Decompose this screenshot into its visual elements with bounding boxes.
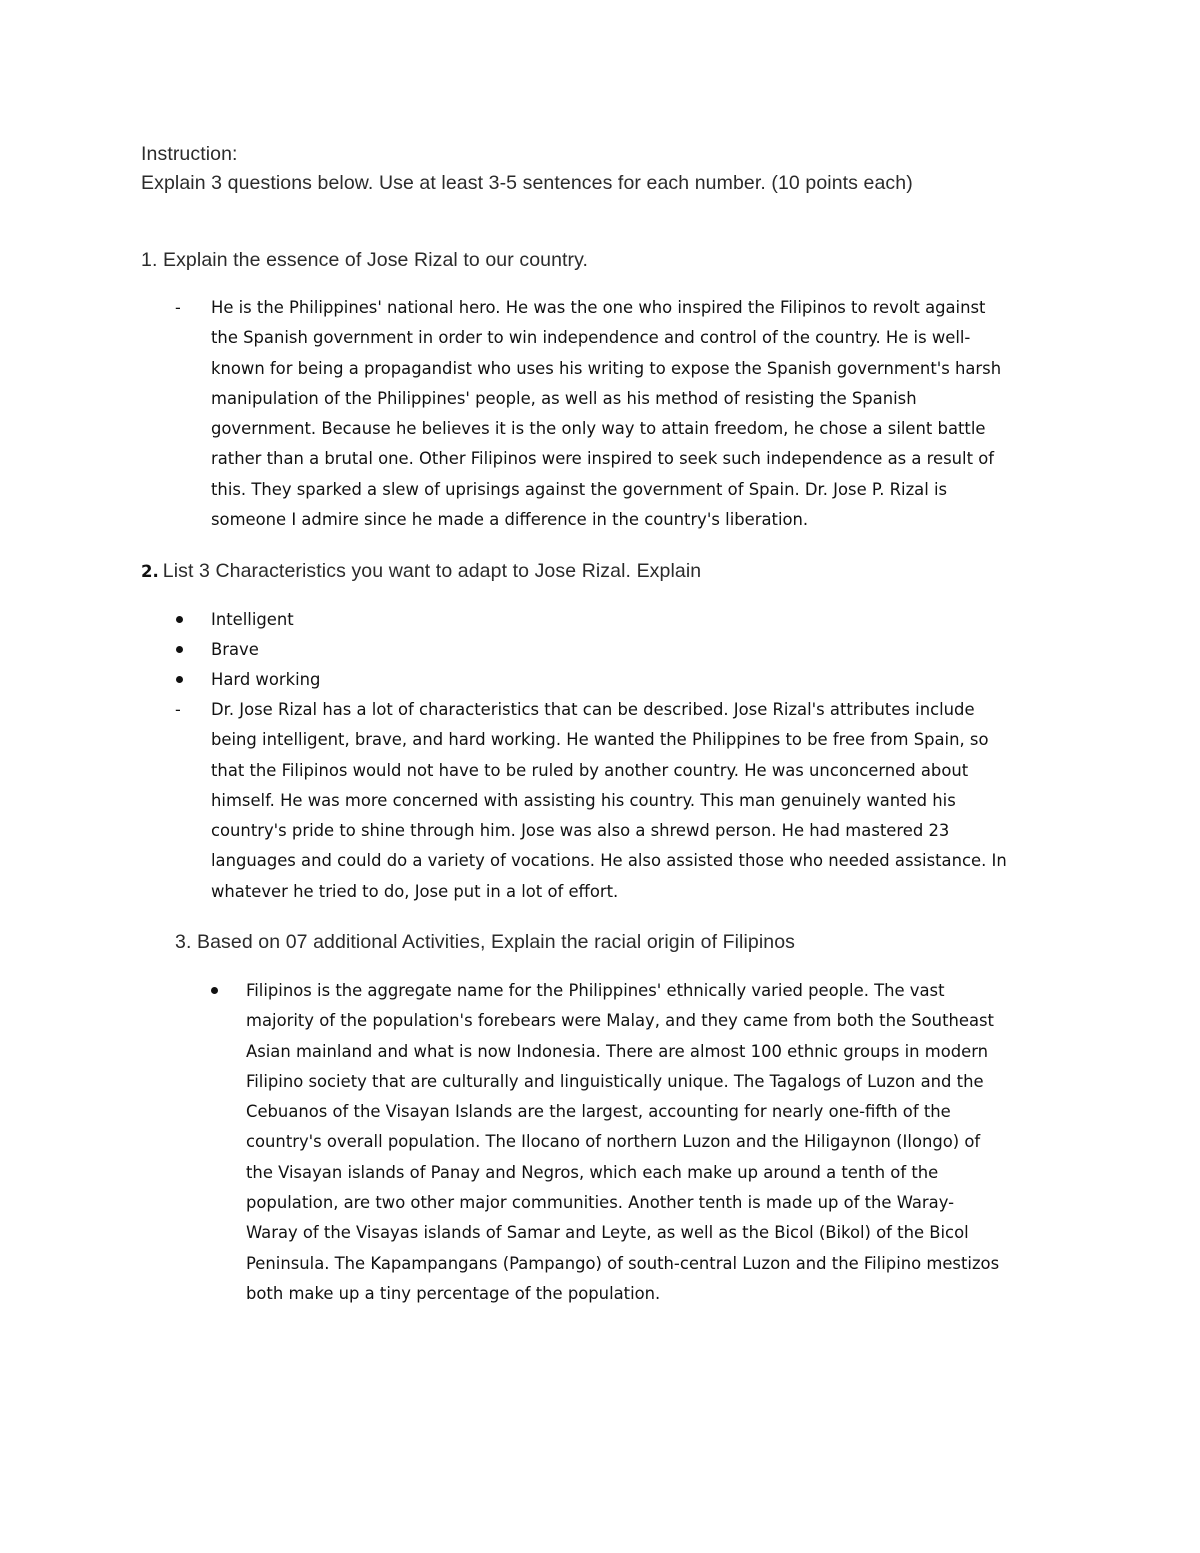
characteristic-item: Hard working xyxy=(211,670,321,689)
bullet-icon xyxy=(176,616,183,623)
answer-line: languages and could do a variety of vocations. He also assisted those who needed assistance. In xyxy=(211,851,1007,871)
answer-line: Waray of the Visayas islands of Samar and Leyte, as well as the Bicol (Bikol) of the Bicol xyxy=(246,1223,969,1243)
answer-line: whatever he tried to do, Jose put in a lot of effort. xyxy=(211,881,619,901)
characteristic-item: Intelligent xyxy=(211,610,294,629)
answer-line: the Visayan islands of Panay and Negros, which each make up around a tenth of the xyxy=(246,1162,939,1182)
answer-1 xyxy=(211,293,1001,535)
bullet-icon xyxy=(176,676,183,683)
answer-line: Dr. Jose Rizal has a lot of characteristics that can be described. Jose Rizal's attributes include xyxy=(211,700,975,719)
answer-2 xyxy=(211,695,1007,907)
answer-line: this. They sparked a slew of uprisings against the government of Spain. Dr. Jose P. Rizal is xyxy=(211,479,948,499)
answer-line: country's pride to shine through him. Jose was also a shrewd person. He had mastered 23 xyxy=(211,821,950,841)
dash-marker: - xyxy=(175,700,181,719)
answer-line: Filipino society that are culturally and linguistically unique. The Tagalogs of Luzon and the xyxy=(246,1071,984,1091)
bullet-icon xyxy=(176,646,183,653)
instruction-label: Instruction: xyxy=(141,143,238,165)
question-2-number: 2. xyxy=(141,562,159,581)
question-2 xyxy=(141,560,701,583)
instruction-text: Explain 3 questions below. Use at least 3-5 sentences for each number. (10 points each) xyxy=(141,172,913,194)
answer-line: majority of the population's forebears were Malay, and they came from both the Southeast xyxy=(246,1011,994,1031)
answer-line: manipulation of the Philippines' people, as well as his method of resisting the Spanish xyxy=(211,388,917,408)
answer-3 xyxy=(246,976,999,1309)
question-2-text: List 3 Characteristics you want to adapt to Jose Rizal. Explain xyxy=(162,560,702,582)
answer-line: rather than a brutal one. Other Filipinos were inspired to seek such independence as a result of xyxy=(211,449,995,469)
answer-line: Filipinos is the aggregate name for the Philippines' ethnically varied people. The vast xyxy=(246,981,945,1000)
question-1: 1. Explain the essence of Jose Rizal to our country. xyxy=(141,249,589,271)
answer-line: both make up a tiny percentage of the population. xyxy=(246,1283,661,1303)
answer-line: Cebuanos of the Visayan Islands are the largest, accounting for nearly one-fifth of the xyxy=(246,1102,951,1122)
answer-line: Peninsula. The Kapampangans (Pampango) of south-central Luzon and the Filipino mestizos xyxy=(246,1253,1000,1273)
answer-line: someone I admire since he made a difference in the country's liberation. xyxy=(211,510,809,530)
answer-line: that the Filipinos would not have to be ruled by another country. He was unconcerned about xyxy=(211,760,969,780)
answer-line: the Spanish government in order to win independence and control of the country. He is well- xyxy=(211,328,971,348)
answer-line: population, are two other major communities. Another tenth is made up of the Waray- xyxy=(246,1193,955,1213)
bullet-icon xyxy=(211,987,218,994)
answer-line: country's overall population. The Ilocano of northern Luzon and the Hiligaynon (Ilongo) of xyxy=(246,1132,981,1152)
answer-line: He is the Philippines' national hero. He was the one who inspired the Filipinos to revolt against xyxy=(211,298,986,317)
answer-line: himself. He was more concerned with assisting his country. This man genuinely wanted his xyxy=(211,790,956,810)
question-3: 3. Based on 07 additional Activities, Explain the racial origin of Filipinos xyxy=(175,931,796,953)
answer-line: known for being a propagandist who uses his writing to expose the Spanish government's harsh xyxy=(211,358,1002,378)
characteristic-item: Brave xyxy=(211,640,259,659)
dash-marker: - xyxy=(175,298,181,317)
answer-line: Asian mainland and what is now Indonesia. There are almost 100 ethnic groups in modern xyxy=(246,1041,989,1061)
answer-line: being intelligent, brave, and hard working. He wanted the Philippines to be free from Spain, so xyxy=(211,730,989,750)
answer-line: government. Because he believes it is the only way to attain freedom, he chose a silent battle xyxy=(211,419,986,439)
